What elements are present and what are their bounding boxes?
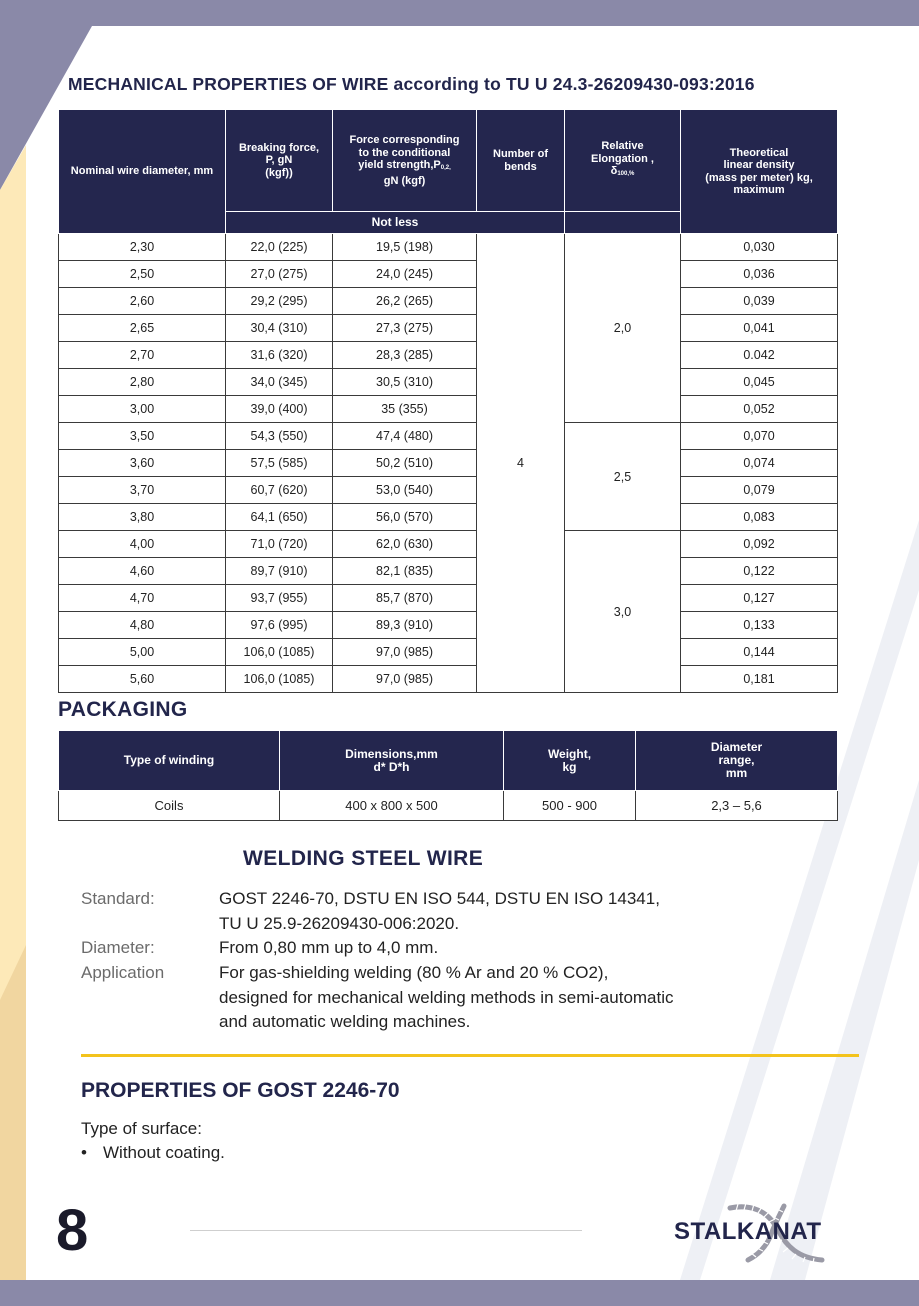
cell-elongation-group: 2,5 (565, 423, 681, 531)
cell-diameter: 2,70 (59, 342, 226, 369)
pack-cell-winding: Coils (59, 791, 280, 821)
packaging-heading: PACKAGING (58, 698, 188, 721)
cell-linear-density: 0,079 (681, 477, 838, 504)
cell-breaking-force: 106,0 (1085) (226, 639, 333, 666)
table-row (59, 288, 838, 315)
cell-diameter: 3,80 (59, 504, 226, 531)
elong-subscript: 100,% (617, 171, 635, 178)
cell-yield-force: 26,2 (265) (333, 288, 477, 315)
pack-cell-weight: 500 - 900 (504, 791, 636, 821)
cell-linear-density: 0,070 (681, 423, 838, 450)
application-line-2: designed for mechanical welding methods in semi-automatic (219, 987, 674, 1007)
surface-label: Type of surface: (81, 1119, 202, 1138)
cell-diameter: 2,80 (59, 369, 226, 396)
cell-linear-density: 0,092 (681, 531, 838, 558)
cell-breaking-force: 64,1 (650) (226, 504, 333, 531)
application-line-3: and automatic welding machines. (219, 1012, 471, 1031)
yield-line-3: yield strength,P (358, 159, 441, 171)
table-row (59, 261, 838, 288)
cell-yield-force: 28,3 (285) (333, 342, 477, 369)
cell-breaking-force: 30,4 (310) (226, 315, 333, 342)
table-row (59, 315, 838, 342)
weight-line-1: Weight, (547, 746, 592, 761)
application-value (219, 961, 779, 1035)
cell-linear-density: 0,039 (681, 288, 838, 315)
cell-yield-force: 97,0 (985) (333, 666, 477, 693)
cell-yield-force: 35 (355) (333, 396, 477, 423)
cell-linear-density: 0,133 (681, 612, 838, 639)
cell-diameter: 4,00 (59, 531, 226, 558)
standard-label: Standard: (81, 889, 155, 908)
table-row (59, 369, 838, 396)
col-header-diameter: Nominal wire diameter, mm (59, 110, 226, 234)
packaging-row (59, 791, 838, 821)
footer-rule (190, 1230, 582, 1231)
pack-cell-dimensions: 400 x 800 x 500 (280, 791, 504, 821)
properties-heading: PROPERTIES OF GOST 2246-70 (81, 1079, 400, 1102)
cell-breaking-force: 57,5 (585) (226, 450, 333, 477)
col-header-yield-force (333, 110, 477, 212)
cell-diameter: 2,30 (59, 234, 226, 261)
cell-diameter: 5,60 (59, 666, 226, 693)
dims-line-1: Dimensions,mm (345, 746, 438, 761)
surface-item-text: Without coating. (103, 1143, 225, 1162)
col-header-linear-density (681, 110, 838, 234)
cell-linear-density: 0,074 (681, 450, 838, 477)
cell-elongation-group: 3,0 (565, 531, 681, 693)
table-row (59, 585, 838, 612)
table-row (59, 504, 838, 531)
standard-line-1: GOST 2246-70, DSTU EN ISO 544, DSTU EN ISO 14341, (219, 889, 660, 908)
yield-line-4: gN (kgf) (383, 174, 426, 187)
table-row (59, 450, 838, 477)
cell-yield-force: 62,0 (630) (333, 531, 477, 558)
cell-diameter: 4,70 (59, 585, 226, 612)
cell-breaking-force: 106,0 (1085) (226, 666, 333, 693)
yield-line-2: to the conditional (358, 146, 451, 159)
cell-yield-force: 47,4 (480) (333, 423, 477, 450)
pack-header-winding: Type of winding (59, 731, 280, 791)
logo-text: STALKANAT (674, 1218, 822, 1245)
table-row (59, 558, 838, 585)
table-row (59, 423, 838, 450)
cell-diameter: 5,00 (59, 639, 226, 666)
pack-header-dimensions (280, 731, 504, 791)
table-row (59, 639, 838, 666)
cell-breaking-force: 27,0 (275) (226, 261, 333, 288)
table-row (59, 666, 838, 693)
elong-line-1: Relative (601, 140, 644, 153)
cell-linear-density: 0.042 (681, 342, 838, 369)
cell-linear-density: 0,036 (681, 261, 838, 288)
table-row (59, 612, 838, 639)
range-line-1: Diameter (710, 740, 763, 754)
cell-diameter: 4,80 (59, 612, 226, 639)
cell-breaking-force: 29,2 (295) (226, 288, 333, 315)
breaking-line-2: P, gN (265, 154, 293, 167)
breaking-line-3: (kgf)) (265, 166, 293, 179)
pack-header-diameter-range (636, 731, 838, 791)
standard-value (219, 887, 779, 936)
mechanical-properties-body (59, 234, 838, 693)
range-line-3: mm (725, 766, 748, 780)
cell-linear-density: 0,052 (681, 396, 838, 423)
range-line-2: range, (718, 753, 755, 767)
application-line-1: For gas-shielding welding (80 % Ar and 20 % CO2), (219, 963, 609, 982)
col-header-bends: Number of bends (477, 110, 565, 212)
table-row (59, 396, 838, 423)
cell-linear-density: 0,030 (681, 234, 838, 261)
cell-breaking-force: 54,3 (550) (226, 423, 333, 450)
cell-diameter: 2,60 (59, 288, 226, 315)
cell-breaking-force: 97,6 (995) (226, 612, 333, 639)
col-header-elongation (565, 110, 681, 212)
cell-breaking-force: 34,0 (345) (226, 369, 333, 396)
cell-linear-density: 0,041 (681, 315, 838, 342)
pack-header-weight (504, 731, 636, 791)
density-line-1: Theoretical (729, 146, 789, 159)
company-logo (672, 1200, 838, 1264)
dims-line-2: d* D*h (373, 759, 410, 774)
cell-yield-force: 97,0 (985) (333, 639, 477, 666)
cell-yield-force: 27,3 (275) (333, 315, 477, 342)
cell-breaking-force: 89,7 (910) (226, 558, 333, 585)
cell-linear-density: 0,045 (681, 369, 838, 396)
cell-breaking-force: 93,7 (955) (226, 585, 333, 612)
cell-yield-force: 19,5 (198) (333, 234, 477, 261)
welding-heading: WELDING STEEL WIRE (243, 847, 484, 870)
pack-cell-range: 2,3 – 5,6 (636, 791, 838, 821)
density-line-3: (mass per meter) kg, (705, 171, 813, 184)
cell-linear-density: 0,122 (681, 558, 838, 585)
cell-linear-density: 0,083 (681, 504, 838, 531)
cell-yield-force: 56,0 (570) (333, 504, 477, 531)
cell-diameter: 2,50 (59, 261, 226, 288)
page-number: 8 (56, 1198, 89, 1263)
packaging-table (58, 730, 838, 821)
cell-breaking-force: 31,6 (320) (226, 342, 333, 369)
yield-line-1: Force corresponding (349, 134, 460, 146)
density-line-2: linear density (723, 159, 795, 171)
elongation-header-filler (565, 212, 681, 234)
cell-diameter: 3,60 (59, 450, 226, 477)
section-divider (81, 1054, 859, 1057)
table-row (59, 477, 838, 504)
cell-diameter: 3,50 (59, 423, 226, 450)
cell-diameter: 4,60 (59, 558, 226, 585)
breaking-line-1: Breaking force, (238, 141, 320, 154)
diameter-label: Diameter: (81, 938, 155, 957)
cell-yield-force: 30,5 (310) (333, 369, 477, 396)
cell-breaking-force: 71,0 (720) (226, 531, 333, 558)
table-row (59, 234, 838, 261)
standard-line-2: TU U 25.9-26209430-006:2020. (219, 913, 460, 933)
page-title: MECHANICAL PROPERTIES OF WIRE according to TU U 24.3-26209430-093:2016 (68, 74, 755, 94)
table-row (59, 342, 838, 369)
weight-line-2: kg (562, 759, 577, 774)
cell-yield-force: 24,0 (245) (333, 261, 477, 288)
density-line-4: maximum (733, 184, 785, 196)
cell-linear-density: 0,181 (681, 666, 838, 693)
cell-linear-density: 0,144 (681, 639, 838, 666)
cell-yield-force: 89,3 (910) (333, 612, 477, 639)
cell-breaking-force: 22,0 (225) (226, 234, 333, 261)
cell-diameter: 2,65 (59, 315, 226, 342)
yield-subscript: 0,2, (440, 165, 451, 171)
not-less-header: Not less (226, 212, 565, 234)
cell-yield-force: 50,2 (510) (333, 450, 477, 477)
cell-bends: 4 (477, 234, 565, 693)
cell-diameter: 3,70 (59, 477, 226, 504)
cell-yield-force: 53,0 (540) (333, 477, 477, 504)
cell-diameter: 3,00 (59, 396, 226, 423)
cell-linear-density: 0,127 (681, 585, 838, 612)
diameter-value: From 0,80 mm up to 4,0 mm. (219, 938, 439, 957)
cell-yield-force: 85,7 (870) (333, 585, 477, 612)
col-header-breaking-force (226, 110, 333, 212)
cell-breaking-force: 60,7 (620) (226, 477, 333, 504)
surface-bullet-item (81, 1143, 225, 1163)
application-label: Application (81, 963, 165, 982)
elong-line-2: Elongation , (591, 152, 654, 165)
mechanical-properties-table (58, 109, 838, 693)
cell-breaking-force: 39,0 (400) (226, 396, 333, 423)
cell-yield-force: 82,1 (835) (333, 558, 477, 585)
elong-symbol: δ (610, 165, 618, 178)
cell-elongation-group: 2,0 (565, 234, 681, 423)
bullet-icon: • (81, 1143, 87, 1162)
table-row (59, 531, 838, 558)
